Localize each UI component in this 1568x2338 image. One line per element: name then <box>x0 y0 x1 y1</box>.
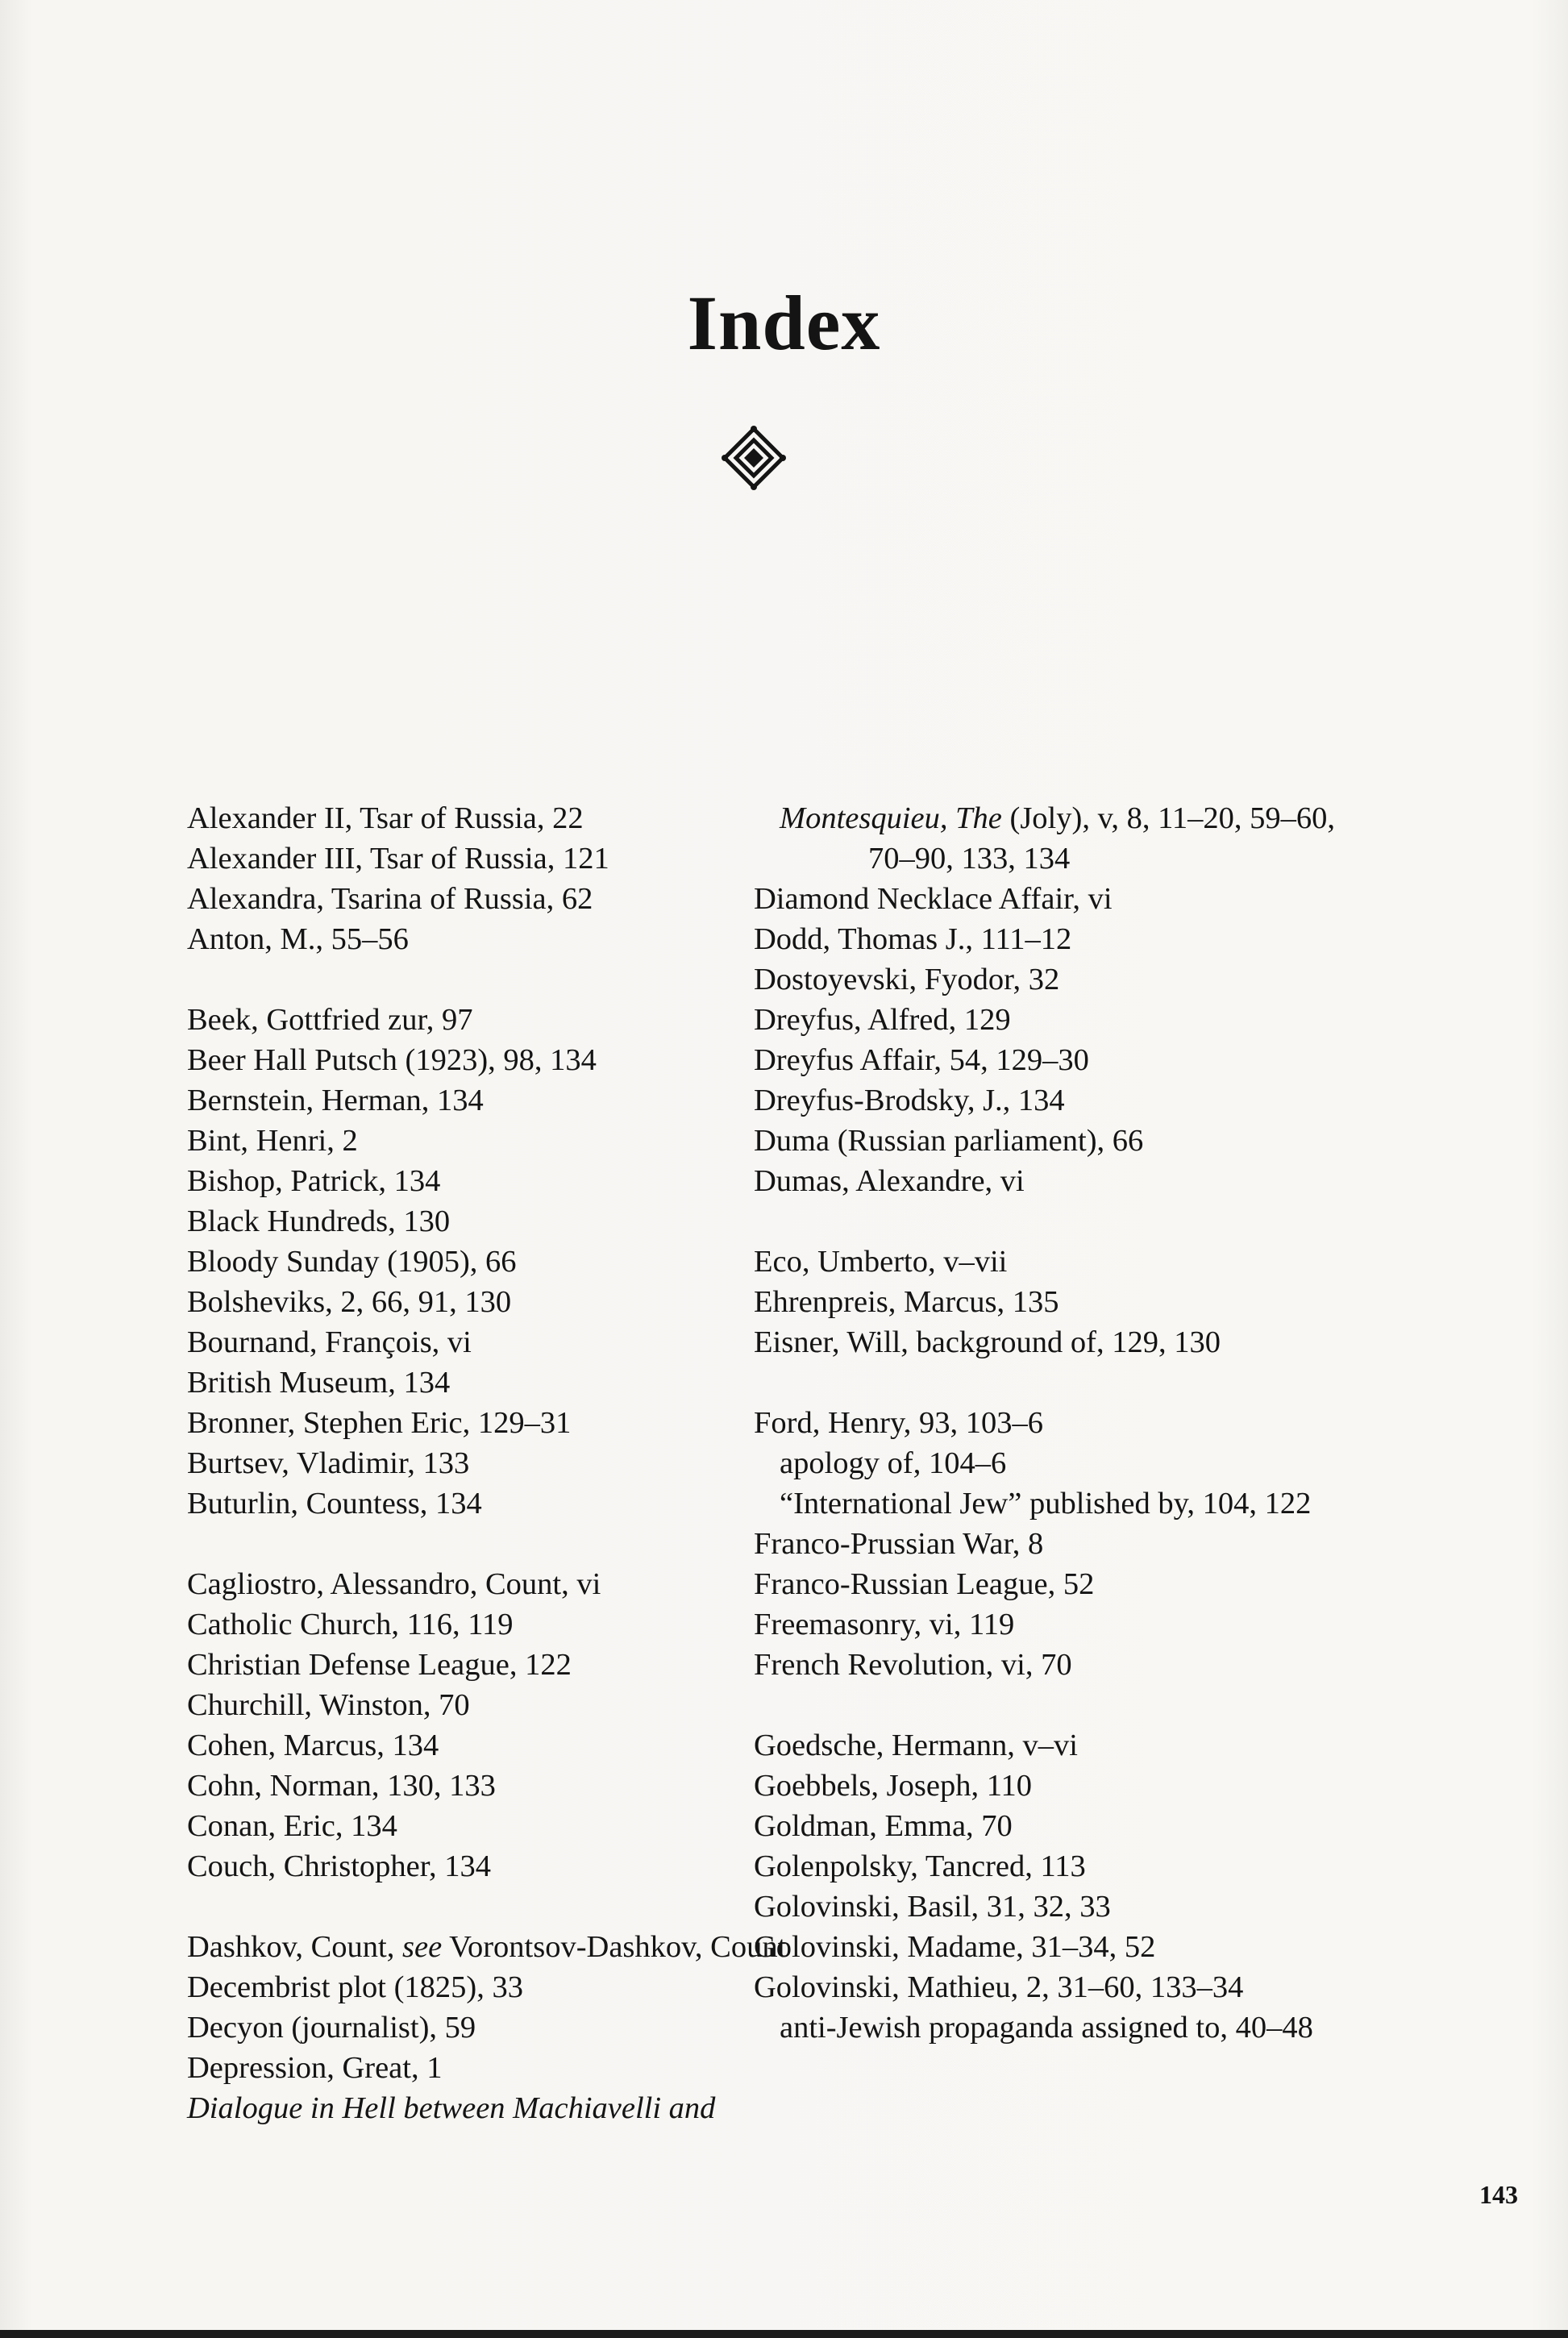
index-entry <box>187 1483 800 1524</box>
entry-text: Dreyfus Affair, 54, 129–30 <box>754 1043 1089 1077</box>
entry-text: Dreyfus, Alfred, 129 <box>754 1003 1011 1037</box>
entry-text: Dashkov, Count, <box>187 1930 402 1964</box>
index-entry <box>754 1403 1366 1443</box>
entry-text: Bishop, Patrick, 134 <box>187 1164 441 1198</box>
entry-text: Dumas, Alexandre, vi <box>754 1164 1025 1198</box>
entry-text: (Joly), v, 8, 11–20, 59–60, 70–90, 133, 134 <box>868 801 1336 876</box>
index-entry <box>754 1564 1366 1604</box>
entry-italic-text: Dialogue in Hell between Machiavelli and <box>187 2091 716 2125</box>
entry-text: Vorontsov-Dashkov, Count <box>442 1930 787 1964</box>
entry-text: Decyon (journalist), 59 <box>187 2011 476 2045</box>
index-subentry <box>754 2007 1366 2048</box>
index-entry <box>754 1645 1366 1685</box>
entry-text: “International Jew” published by, 104, 122 <box>780 1487 1312 1521</box>
entry-text: Freemasonry, vi, 119 <box>754 1608 1015 1641</box>
index-entry <box>754 1524 1366 1564</box>
page-title: Index <box>687 280 881 366</box>
entry-text: Bloody Sunday (1905), 66 <box>187 1245 517 1279</box>
entry-text: Christian Defense League, 122 <box>187 1648 572 1682</box>
entry-text: Depression, Great, 1 <box>187 2051 443 2085</box>
index-entry <box>187 1040 800 1080</box>
index-entry <box>187 2088 800 2128</box>
index-entry <box>754 1322 1366 1362</box>
entry-text: French Revolution, vi, 70 <box>754 1648 1072 1682</box>
index-entry <box>187 1766 800 1806</box>
entry-text: Diamond Necklace Affair, vi <box>754 882 1113 916</box>
entry-text: Goedsche, Hermann, v–vi <box>754 1729 1078 1762</box>
entry-text: Decembrist plot (1825), 33 <box>187 1970 523 2004</box>
index-entry <box>187 838 800 879</box>
index-entry <box>187 1121 800 1161</box>
entry-text: Bournand, François, vi <box>187 1325 472 1359</box>
index-entry <box>187 879 800 919</box>
entry-text: apology of, 104–6 <box>780 1446 1007 1480</box>
index-entry <box>187 1685 800 1725</box>
index-entry <box>754 1242 1366 1282</box>
entry-text: Beek, Gottfried zur, 97 <box>187 1003 473 1037</box>
index-entry <box>754 879 1366 919</box>
index-entry <box>754 1846 1366 1887</box>
entry-text: Goldman, Emma, 70 <box>754 1809 1013 1843</box>
entry-text: Franco-Prussian War, 8 <box>754 1527 1044 1561</box>
index-letter-gap <box>187 1887 800 1927</box>
entry-text: Anton, M., 55–56 <box>187 922 409 956</box>
entry-text: Burtsev, Vladimir, 133 <box>187 1446 470 1480</box>
index-entry <box>187 2007 800 2048</box>
index-entry <box>187 1403 800 1443</box>
index-entry <box>754 1121 1366 1161</box>
index-letter-gap <box>754 1362 1366 1403</box>
entry-text: Golovinski, Madame, 31–34, 52 <box>754 1930 1156 1964</box>
index-entry <box>754 1725 1366 1766</box>
entry-text: Duma (Russian parliament), 66 <box>754 1124 1144 1158</box>
entry-text: Cohn, Norman, 130, 133 <box>187 1769 496 1803</box>
entry-text: Ford, Henry, 93, 103–6 <box>754 1406 1043 1440</box>
entry-text: Franco-Russian League, 52 <box>754 1567 1095 1601</box>
index-subentry <box>754 798 1366 879</box>
entry-text: Eco, Umberto, v–vii <box>754 1245 1008 1279</box>
index-entry <box>187 1161 800 1201</box>
entry-text: Bronner, Stephen Eric, 129–31 <box>187 1406 572 1440</box>
entry-text: Goebbels, Joseph, 110 <box>754 1769 1033 1803</box>
index-entry <box>187 1242 800 1282</box>
index-subentry <box>754 1483 1366 1524</box>
entry-text: Churchill, Winston, 70 <box>187 1688 470 1722</box>
index-column-right <box>754 798 1366 2048</box>
index-entry <box>754 1967 1366 2007</box>
index-entry <box>187 1846 800 1887</box>
entry-text: Buturlin, Countess, 134 <box>187 1487 482 1521</box>
index-entry <box>187 1927 800 1967</box>
index-entry <box>187 1564 800 1604</box>
entry-text: Alexander III, Tsar of Russia, 121 <box>187 842 609 876</box>
index-entry <box>187 1443 800 1483</box>
index-entry <box>187 1322 800 1362</box>
entry-text: Ehrenpreis, Marcus, 135 <box>754 1285 1059 1319</box>
index-entry <box>754 1766 1366 1806</box>
entry-text: Eisner, Will, background of, 129, 130 <box>754 1325 1221 1359</box>
index-letter-gap <box>754 1685 1366 1725</box>
index-entry <box>754 1282 1366 1322</box>
index-entry <box>754 1927 1366 1967</box>
index-entry <box>187 919 800 959</box>
index-entry <box>187 1362 800 1403</box>
index-entry <box>187 1725 800 1766</box>
index-column-left <box>187 798 800 2128</box>
entry-text: Bolsheviks, 2, 66, 91, 130 <box>187 1285 512 1319</box>
index-entry <box>187 798 800 838</box>
index-entry <box>754 1161 1366 1201</box>
index-entry <box>187 1282 800 1322</box>
index-entry <box>187 1080 800 1121</box>
index-entry <box>187 1806 800 1846</box>
index-entry <box>754 1887 1366 1927</box>
index-letter-gap <box>187 1524 800 1564</box>
entry-text: Beer Hall Putsch (1923), 98, 134 <box>187 1043 597 1077</box>
index-entry <box>187 1645 800 1685</box>
entry-text: Golovinski, Mathieu, 2, 31–60, 133–34 <box>754 1970 1244 2004</box>
entry-text: Dreyfus-Brodsky, J., 134 <box>754 1084 1065 1117</box>
entry-text: Bint, Henri, 2 <box>187 1124 358 1158</box>
entry-text: Dostoyevski, Fyodor, 32 <box>754 963 1060 996</box>
page-number: 143 <box>1479 2180 1518 2209</box>
entry-text: Couch, Christopher, 134 <box>187 1849 492 1883</box>
entry-text: anti-Jewish propaganda assigned to, 40–48 <box>780 2011 1313 2045</box>
index-letter-gap <box>754 1201 1366 1242</box>
entry-text: Black Hundreds, 130 <box>187 1204 451 1238</box>
index-entry <box>754 1604 1366 1645</box>
index-entry <box>187 2048 800 2088</box>
index-entry <box>187 1201 800 1242</box>
entry-text: Alexandra, Tsarina of Russia, 62 <box>187 882 593 916</box>
entry-italic-text: see <box>402 1930 443 1964</box>
entry-text: Alexander II, Tsar of Russia, 22 <box>187 801 584 835</box>
entry-text: Cohen, Marcus, 134 <box>187 1729 439 1762</box>
index-entry <box>754 1806 1366 1846</box>
entry-text: Catholic Church, 116, 119 <box>187 1608 514 1641</box>
entry-text: Conan, Eric, 134 <box>187 1809 397 1843</box>
entry-text: Bernstein, Herman, 134 <box>187 1084 484 1117</box>
index-entry <box>754 1000 1366 1040</box>
index-entry <box>187 1000 800 1040</box>
index-subentry <box>754 1443 1366 1483</box>
index-entry <box>754 919 1366 959</box>
entry-text: Dodd, Thomas J., 111–12 <box>754 922 1072 956</box>
index-entry <box>187 1967 800 2007</box>
scan-bottom-edge <box>0 2330 1568 2338</box>
diamond-ornament-icon <box>722 426 786 490</box>
index-entry <box>754 1040 1366 1080</box>
entry-text: British Museum, 134 <box>187 1366 451 1400</box>
index-entry <box>187 1604 800 1645</box>
entry-text: Golovinski, Basil, 31, 32, 33 <box>754 1890 1111 1924</box>
entry-italic-text: Montesquieu, The <box>780 801 1002 835</box>
index-letter-gap <box>187 959 800 1000</box>
entry-text: Golenpolsky, Tancred, 113 <box>754 1849 1086 1883</box>
index-entry <box>754 1080 1366 1121</box>
entry-text: Cagliostro, Alessandro, Count, vi <box>187 1567 601 1601</box>
index-entry <box>754 959 1366 1000</box>
